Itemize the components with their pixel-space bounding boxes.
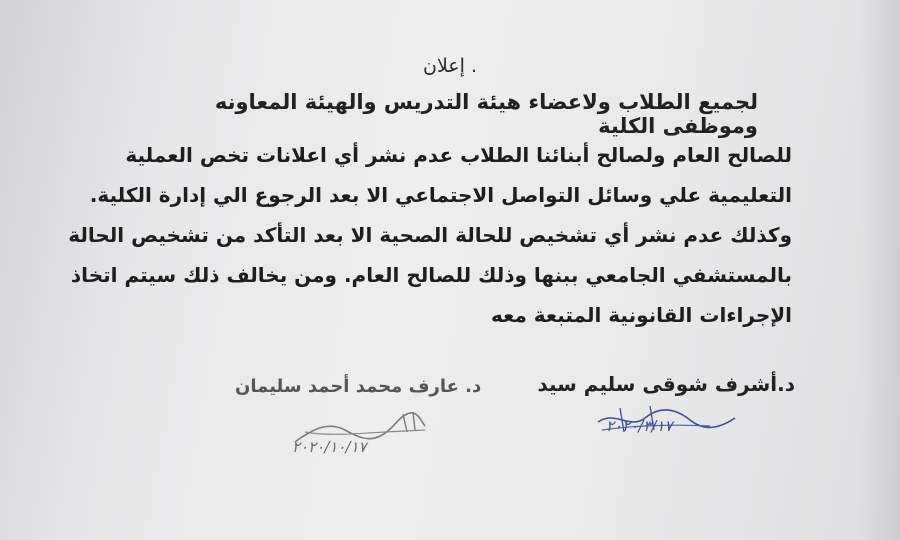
announcement-title: . إعلان [423,55,477,77]
page-edge-shadow [860,0,900,540]
body-line: التعليمية علي وسائل التواصل الاجتماعي الا بعد الرجوع الي إدارة الكلية. [89,183,792,207]
body-line: بالمستشفي الجامعي ببنها وذلك للصالح العام. ومن يخالف ذلك سيتم اتخاذ [70,263,792,287]
signature-block [235,372,795,402]
addressee-line: لجميع الطلاب ولاعضاء هيئة التدريس والهيئة المعاونه وموظفى الكلية [214,90,758,138]
left-signature-date: ٢٠٢٠/١٠/١٧ [292,438,367,456]
body-line: للصالح العام ولصالح أبنائنا الطلاب عدم نشر أي اعلانات تخص العملية [125,143,792,167]
body-line: الإجراءات القانونية المتبعة معه [491,303,792,327]
body-line: وكذلك عدم نشر أي تشخيص للحالة الصحية الا بعد التأكد من تشخيص الحالة [68,223,792,247]
signatory-right-name: د.أشرف شوقى سليم سيد [537,372,795,396]
announcement-body [68,135,792,335]
right-signature-date: ٢٠٢٠/٣/١٧ [606,417,673,435]
signatory-left-name: د. عارف محمد أحمد سليمان [235,376,482,397]
